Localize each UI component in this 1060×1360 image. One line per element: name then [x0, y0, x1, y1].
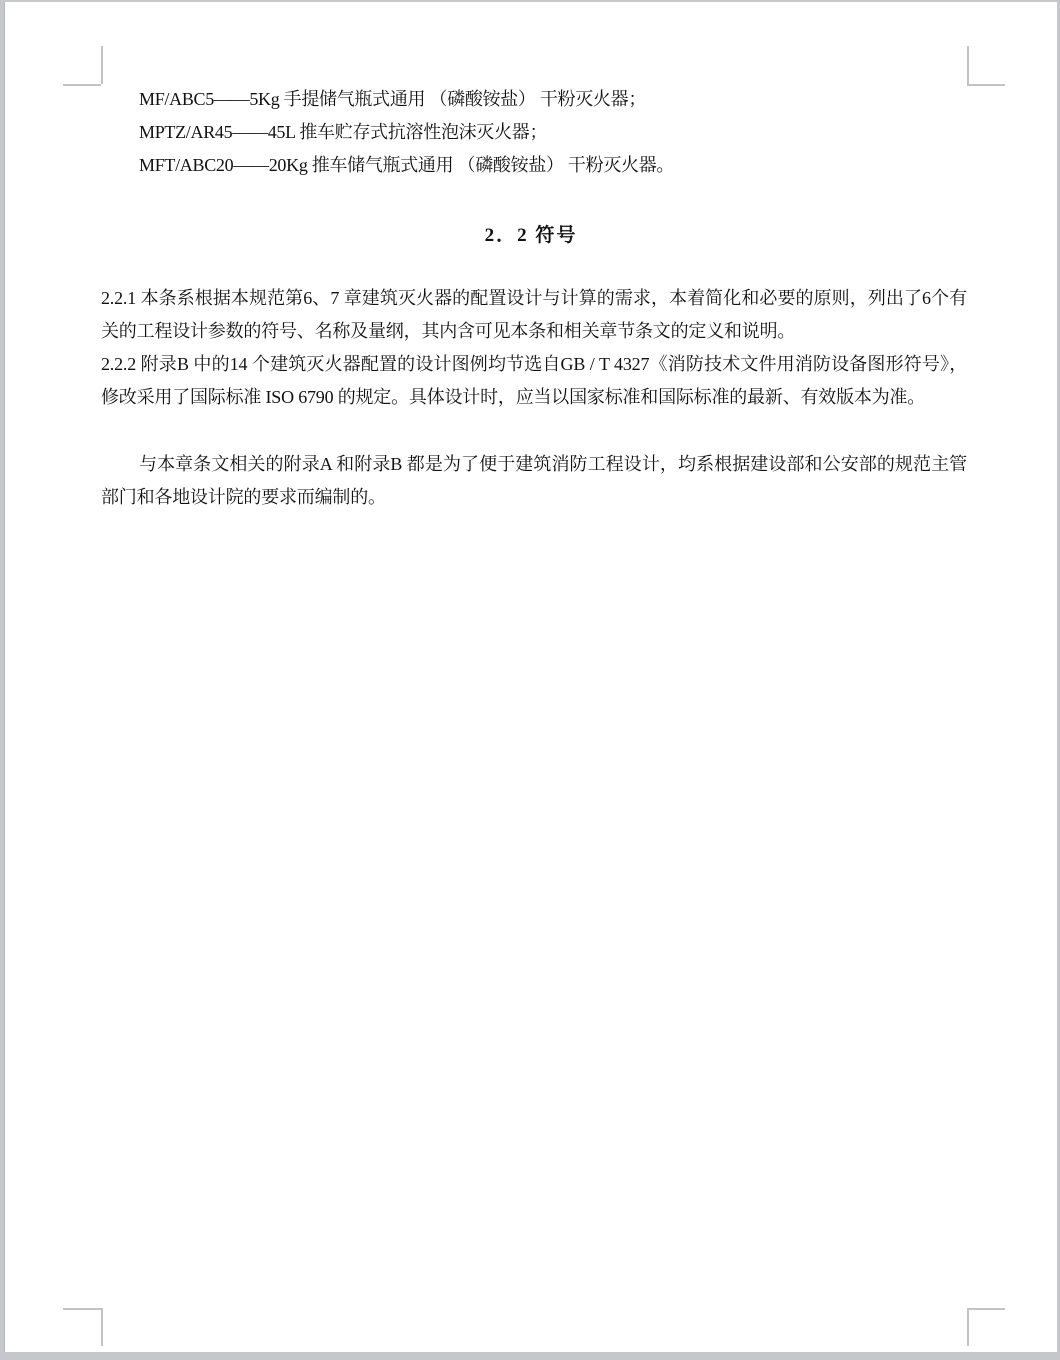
section-heading: 2．2 符号: [484, 225, 578, 246]
paragraph-2-2-2: 2.2.2 附录B 中的14 个建筑灭火器配置的设计图例均节选自GB / T 4327《消防技术文件用消防设备图形符号》，修改采用了国际标准 ISO 6790 的规定。具体设计时，应当以国家标准和国际标准的最新、有效版本为准。: [101, 354, 967, 407]
extinguisher-item-3: MFT/ABC20——20Kg 推车储气瓶式通用 （磷酸铵盐） 干粉灭火器。: [139, 155, 675, 175]
paragraph-2-2-1: 2.2.1 本条系根据本规范第6、7 章建筑灭火器的配置设计与计算的需求，本着简化和必要的原则，列出了6个有关的工程设计参数的符号、名称及量纲，其内含可见本条和相关章节条文的定义和说明。: [101, 288, 967, 341]
paragraph-appendix-note: 与本章条文相关的附录A 和附录B 都是为了便于建筑消防工程设计，均系根据建设部和公安部的规范主管部门和各地设计院的要求而编制的。: [101, 454, 967, 507]
document-page: [4, 2, 1057, 1352]
extinguisher-item-1: MF/ABC5——5Kg 手提储气瓶式通用 （磷酸铵盐） 干粉灭火器；: [139, 89, 647, 109]
extinguisher-item-2: MPTZ/AR45——45L 推车贮存式抗溶性泡沫灭火器；: [139, 122, 548, 142]
